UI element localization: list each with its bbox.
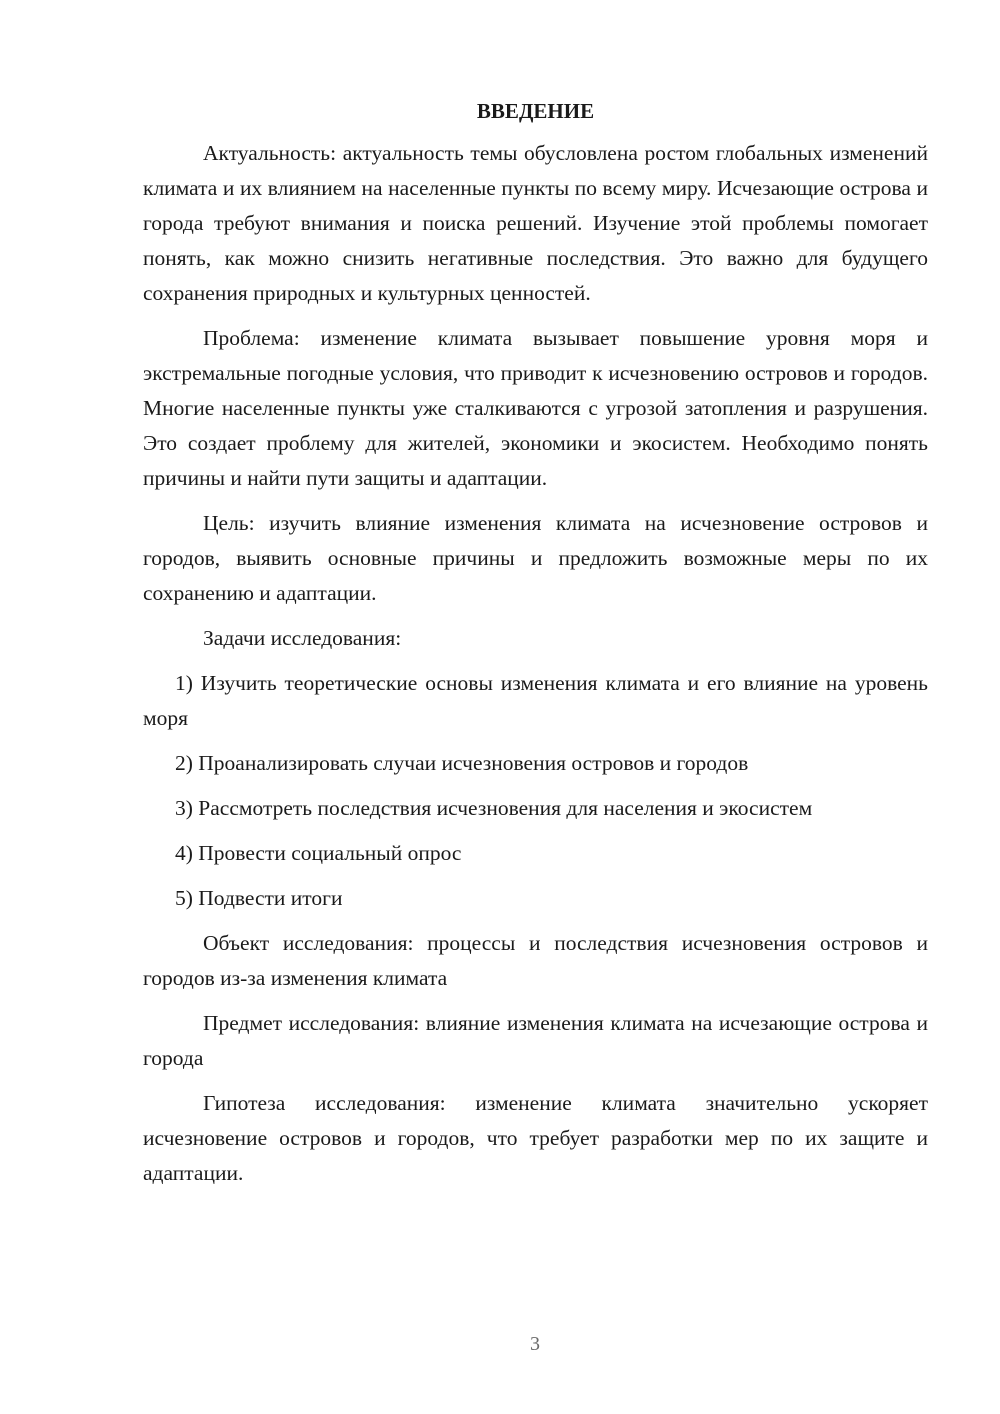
paragraph-relevance: Актуальность: актуальность темы обусловлена ростом глобальных изменений климата и их влиянием на населенные пункты по всему миру. Исчезающие острова и города требуют внимания и поиска решений. Изучение этой проблемы помогает понять, как можно снизить негативные последствия. Это важно для будущего сохранения природных и культурных ценностей.: [143, 141, 928, 305]
page-number: 3: [530, 1333, 540, 1355]
paragraph-goal: Цель: изучить влияние изменения климата на исчезновение островов и городов, выявить основные причины и предложить возможные меры по их сохранению и адаптации.: [143, 511, 928, 605]
task-item: 4) Провести социальный опрос: [175, 841, 462, 865]
tasks-heading: Задачи исследования:: [203, 626, 402, 650]
paragraph-problem: Проблема: изменение климата вызывает повышение уровня моря и экстремальные погодные условия, что приводит к исчезновению островов и городов. Многие населенные пункты уже сталкиваются с угрозой затопления и разрушения. Это создает проблему для жителей, экономики и экосистем. Необходимо понять причины и найти пути защиты и адаптации.: [143, 326, 928, 490]
task-item: 1) Изучить теоретические основы изменения климата и его влияние на уровень моря: [143, 671, 928, 730]
task-item: 5) Подвести итоги: [175, 886, 343, 910]
page-title: ВВЕДЕНИЕ: [476, 99, 595, 123]
paragraph-hypothesis: Гипотеза исследования: изменение климата значительно ускоряет исчезновение островов и городов, что требует разработки мер по их защите и адаптации.: [143, 1091, 928, 1185]
paragraph-object: Объект исследования: процессы и последствия исчезновения островов и городов из-за изменения климата: [143, 931, 928, 990]
document-page: [143, 96, 928, 1201]
task-item: 2) Проанализировать случаи исчезновения островов и городов: [175, 751, 749, 775]
task-item: 3) Рассмотреть последствия исчезновения для населения и экосистем: [175, 796, 813, 820]
paragraph-subject: Предмет исследования: влияние изменения климата на исчезающие острова и города: [143, 1011, 928, 1070]
